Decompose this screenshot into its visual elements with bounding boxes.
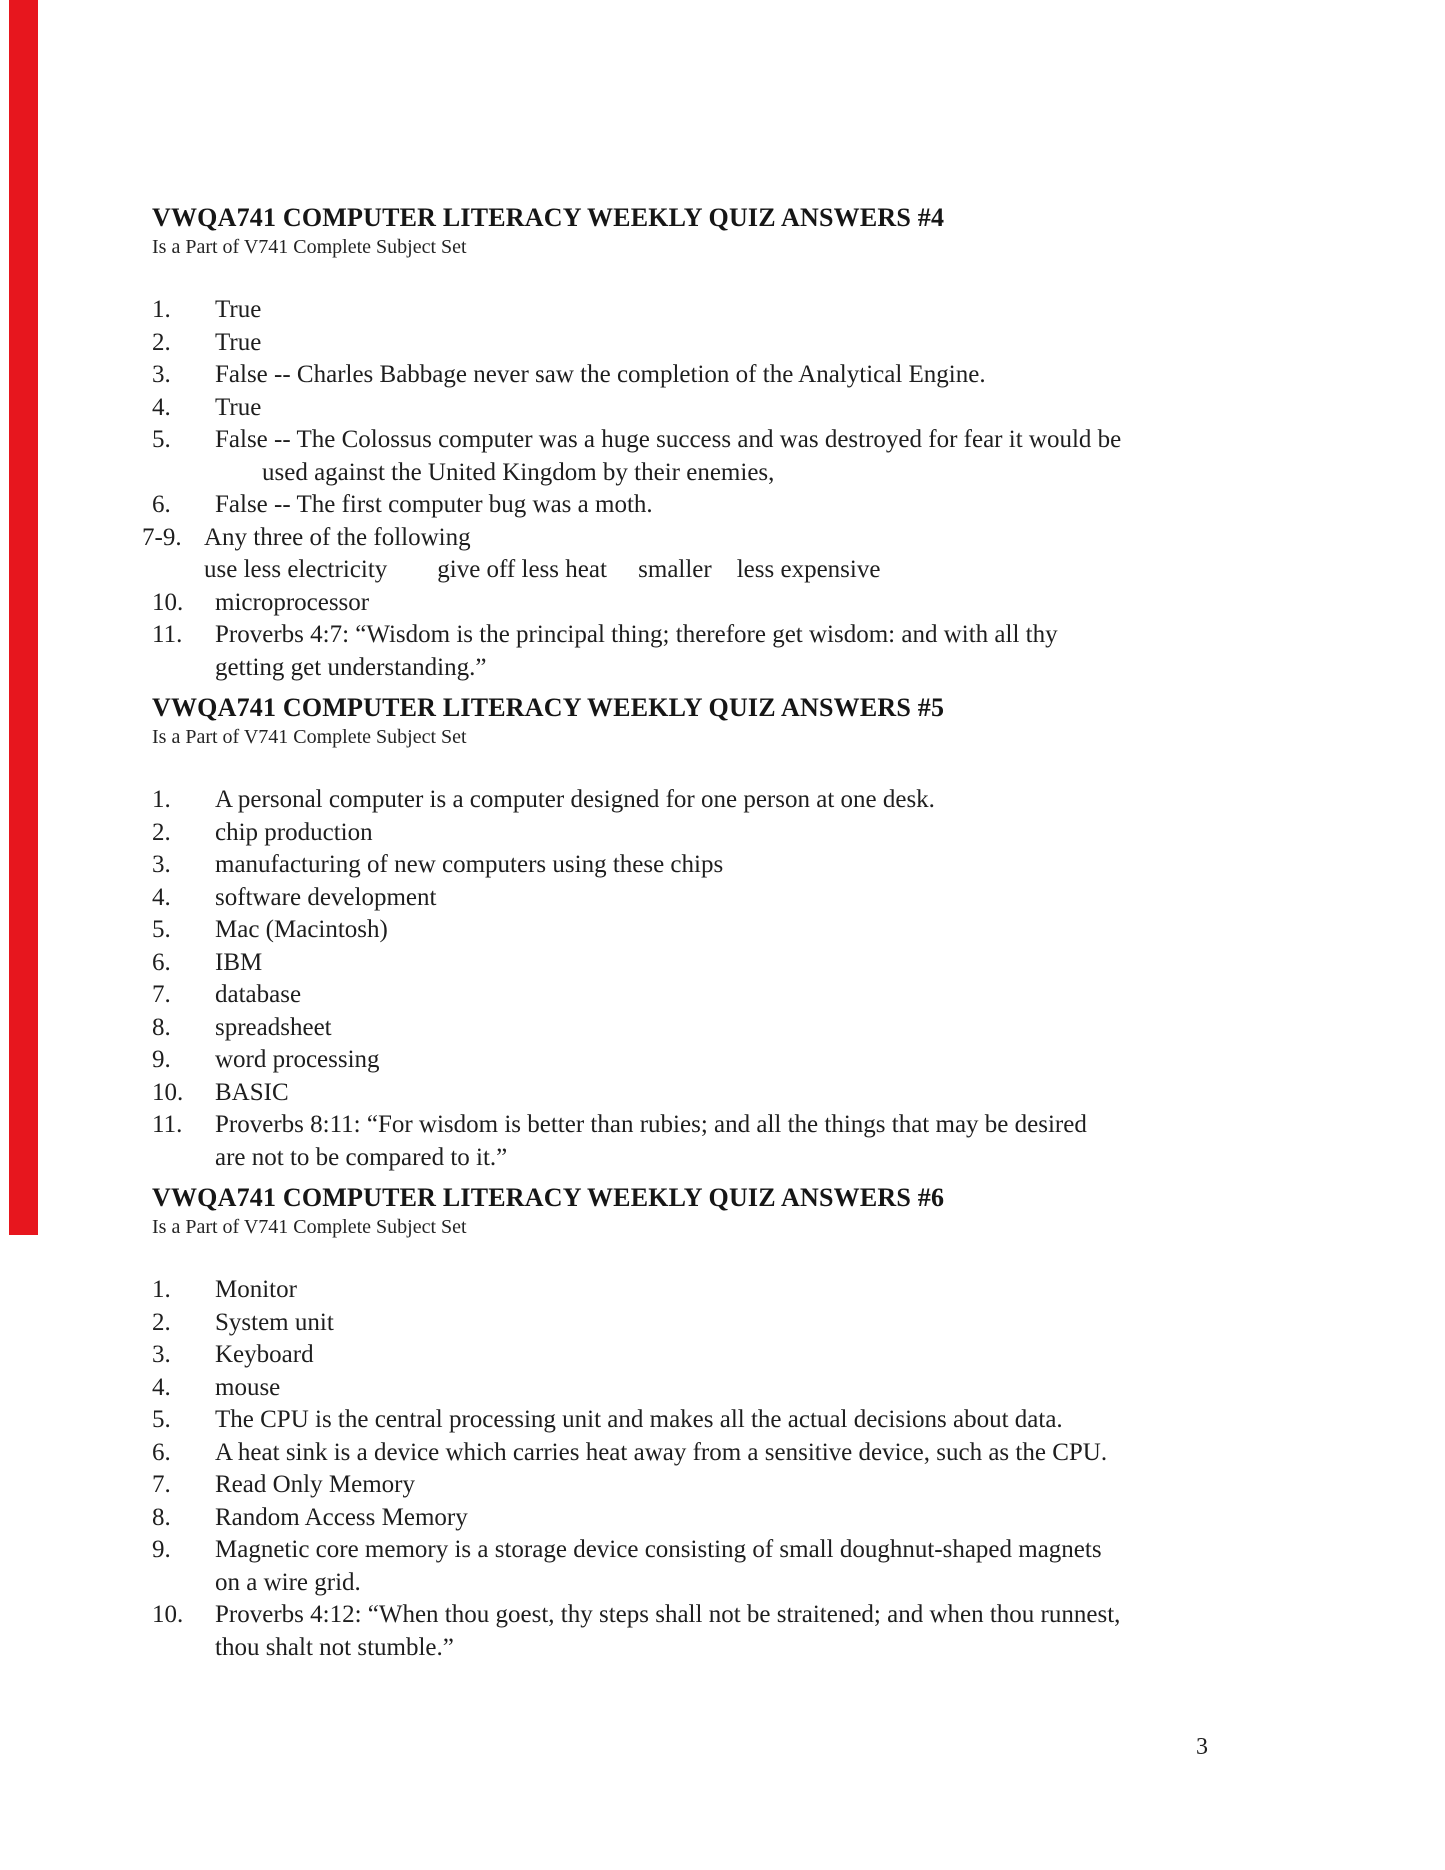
answer-item [152, 359, 1312, 392]
answer-number: 1. [152, 1276, 171, 1303]
answer-item [152, 784, 1312, 817]
answer-number: 11. [152, 1111, 183, 1138]
answer-item [152, 1274, 1312, 1307]
answer-item [152, 1404, 1312, 1437]
answer-line: manufacturing of new computers using these chips [215, 851, 724, 878]
answer-line: Keyboard [215, 1341, 314, 1368]
answer-text [215, 1274, 297, 1307]
answer-line: True [215, 296, 262, 323]
answer-line: word processing [215, 1046, 380, 1073]
answer-number: 2. [152, 1308, 171, 1336]
answer-number: 10. [152, 588, 184, 616]
answer-text [215, 817, 373, 850]
answer-text [215, 424, 1121, 489]
answer-item [152, 587, 1312, 620]
answer-line: use less electricity give off less heat smaller less expensive [204, 556, 881, 583]
answer-item [152, 489, 1312, 522]
answer-item [152, 1339, 1312, 1372]
answer-line: thou shalt not stumble.” [215, 1633, 454, 1661]
answer-line: database [215, 981, 302, 1008]
answer-item [152, 1502, 1312, 1535]
quiz-section [142, 203, 1312, 684]
answer-text [215, 294, 261, 327]
answer-text [215, 587, 369, 620]
answer-line: Proverbs 4:7: “Wisdom is the principal thing; therefore get wisdom: and with all thy [215, 621, 1058, 648]
answer-item [152, 392, 1312, 425]
answer-line: Random Access Memory [215, 1503, 468, 1531]
answer-text [215, 392, 261, 425]
answer-item [152, 1469, 1312, 1502]
answer-item [142, 522, 1312, 587]
answer-item [152, 294, 1312, 327]
answer-item [152, 1044, 1312, 1077]
answer-text [215, 1077, 289, 1110]
answer-item [152, 817, 1312, 850]
answer-list [152, 1274, 1312, 1664]
answer-line: IBM [215, 948, 263, 976]
answer-line: microprocessor [215, 588, 370, 616]
answer-line: software development [215, 883, 437, 911]
answer-number: 4. [152, 883, 171, 911]
answer-text [215, 784, 935, 817]
answer-item [152, 1372, 1312, 1405]
section-subtitle: Is a Part of V741 Complete Subject Set [152, 1216, 467, 1238]
answer-item [152, 1077, 1312, 1110]
answer-line: Proverbs 4:12: “When thou goest, thy steps shall not be straitened; and when thou runnest, [215, 1601, 1121, 1628]
answer-line: BASIC [215, 1078, 289, 1106]
answer-line: are not to be compared to it.” [215, 1143, 508, 1171]
answer-number: 2. [152, 818, 171, 846]
answer-item [152, 327, 1312, 360]
answer-item [152, 914, 1312, 947]
answer-item [152, 947, 1312, 980]
section-title: VWQA741 COMPUTER LITERACY WEEKLY QUIZ ANSWERS #4 [152, 203, 945, 232]
answer-line: Read Only Memory [215, 1471, 415, 1498]
answer-number: 10. [152, 1078, 184, 1106]
section-subtitle: Is a Part of V741 Complete Subject Set [152, 236, 467, 258]
answer-text [215, 882, 436, 915]
answer-item [152, 979, 1312, 1012]
answer-line: spreadsheet [215, 1013, 332, 1041]
answer-item [152, 1109, 1312, 1174]
answer-item [152, 1437, 1312, 1470]
answer-item [152, 1599, 1312, 1664]
answer-number: 6. [152, 948, 171, 976]
answer-text [215, 1109, 1087, 1174]
answer-line: mouse [215, 1373, 281, 1401]
answer-text [215, 619, 1058, 684]
answer-item [152, 882, 1312, 915]
answer-text [204, 522, 880, 587]
answer-number: 8. [152, 1503, 171, 1531]
answer-number: 5. [152, 426, 171, 453]
section-title: VWQA741 COMPUTER LITERACY WEEKLY QUIZ ANSWERS #5 [152, 693, 945, 722]
answer-text [215, 1502, 468, 1535]
answer-number: 4. [152, 393, 171, 421]
section-subtitle: Is a Part of V741 Complete Subject Set [152, 726, 467, 748]
answer-line: True [215, 328, 262, 356]
answer-list [142, 294, 1312, 684]
scan-edge-stripe [9, 0, 38, 1235]
answer-text [215, 1469, 415, 1502]
answer-text [215, 1437, 1107, 1470]
answer-text [215, 1599, 1120, 1664]
answer-text [215, 1012, 332, 1045]
answer-line: False -- Charles Babbage never saw the completion of the Analytical Engine. [215, 361, 986, 388]
answer-item [152, 424, 1312, 489]
answer-line: A personal computer is a computer designed for one person at one desk. [215, 786, 935, 813]
answer-number: 11. [152, 621, 183, 648]
answer-text [215, 979, 301, 1012]
answer-number: 2. [152, 328, 171, 356]
answer-text [215, 489, 653, 522]
answer-line: getting get understanding.” [215, 653, 487, 681]
answer-number: 6. [152, 1438, 171, 1466]
answer-line: False -- The Colossus computer was a huge success and was destroyed for fear it would be [215, 426, 1122, 453]
answer-number: 3. [152, 361, 171, 388]
answer-item [152, 1534, 1312, 1599]
answer-text [215, 327, 261, 360]
answer-text [215, 1339, 314, 1372]
answer-item [152, 1307, 1312, 1340]
answer-item [152, 1012, 1312, 1045]
answer-line: False -- The first computer bug was a moth. [215, 491, 653, 518]
answer-number: 7. [152, 981, 171, 1008]
answer-line: on a wire grid. [215, 1568, 361, 1596]
answer-text [215, 1404, 1063, 1437]
answer-number: 5. [152, 916, 171, 943]
answer-line: Any three of the following [204, 523, 471, 551]
answer-number: 4. [152, 1373, 171, 1401]
answer-line: used against the United Kingdom by their enemies, [262, 458, 775, 486]
answer-number: 6. [152, 491, 171, 518]
answer-line: The CPU is the central processing unit and makes all the actual decisions about data. [215, 1406, 1063, 1433]
answer-line: Proverbs 8:11: “For wisdom is better than rubies; and all the things that may be desired [215, 1111, 1087, 1138]
answer-text [215, 849, 723, 882]
answer-number: 9. [152, 1536, 171, 1563]
answer-number: 8. [152, 1013, 171, 1041]
answer-text [215, 359, 986, 392]
answer-list [152, 784, 1312, 1174]
answer-text [215, 914, 388, 947]
answer-line: Mac (Macintosh) [215, 916, 388, 943]
answer-number: 3. [152, 1341, 171, 1368]
document-content [142, 203, 1312, 1673]
answer-line: System unit [215, 1308, 334, 1336]
answer-number: 7. [152, 1471, 171, 1498]
answer-line: True [215, 393, 262, 421]
answer-line: chip production [215, 818, 373, 846]
answer-item [152, 849, 1312, 882]
answer-text [215, 1044, 380, 1077]
quiz-section [152, 693, 1312, 1174]
answer-line: Magnetic core memory is a storage device consisting of small doughnut-shaped magnets [215, 1536, 1102, 1563]
answer-line: Monitor [215, 1276, 297, 1303]
quiz-section [152, 1183, 1312, 1664]
answer-item [152, 619, 1312, 684]
answer-number: 5. [152, 1406, 171, 1433]
answer-text [215, 1372, 280, 1405]
answer-number: 9. [152, 1046, 171, 1073]
answer-number: 1. [152, 786, 171, 813]
answer-number: 3. [152, 851, 171, 878]
section-title: VWQA741 COMPUTER LITERACY WEEKLY QUIZ ANSWERS #6 [152, 1183, 945, 1212]
answer-text [215, 947, 262, 980]
answer-number: 1. [152, 296, 171, 323]
answer-number: 10. [152, 1601, 184, 1628]
page-number: 3 [1196, 1734, 1208, 1760]
answer-text [215, 1534, 1102, 1599]
answer-number: 7-9. [142, 523, 182, 551]
answer-line: A heat sink is a device which carries heat away from a sensitive device, such as the CPU. [215, 1438, 1108, 1466]
answer-text [215, 1307, 334, 1340]
